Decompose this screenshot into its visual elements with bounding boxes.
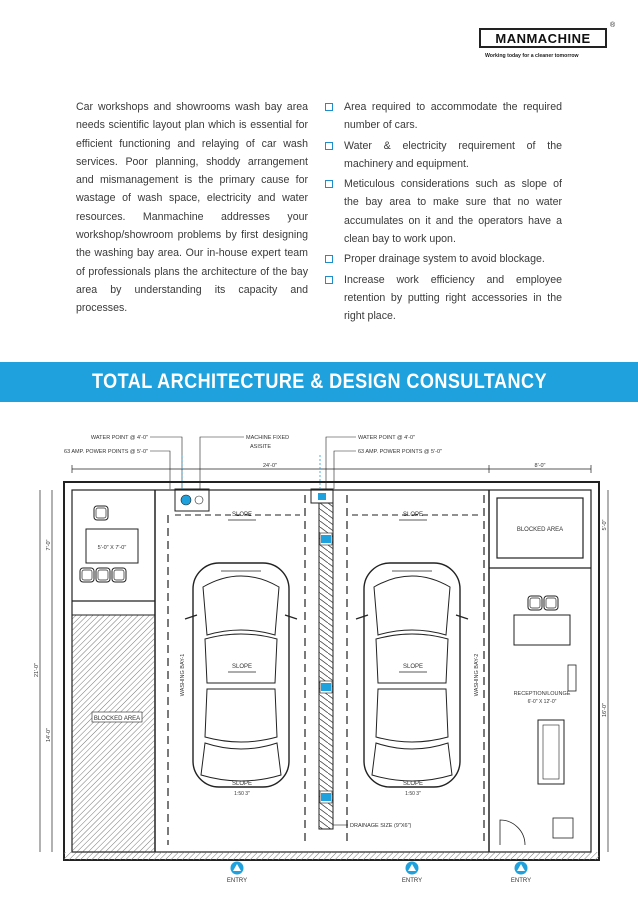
entry-label: ENTRY xyxy=(226,878,248,884)
front-edge-hatch xyxy=(64,852,599,860)
water-point-left-label: WATER POINT @ 4'-0" xyxy=(90,435,148,441)
power-point-icon xyxy=(195,496,203,504)
list-item-text: Meticulous considerations such as slope of the bay area to make sure that no water accumulates on it and the operators have a clean bay to work upon. xyxy=(344,178,562,246)
reception-label: RECEPTION/LOUNGE xyxy=(513,691,571,697)
slope-ratio: 1:50 3" xyxy=(234,791,250,797)
list-item xyxy=(324,98,562,135)
machine-fixed-label-2: ASISITE xyxy=(250,444,272,450)
dimension-7: 7'-0" xyxy=(46,539,52,551)
power-points-left-label: 63 AMP. POWER POINTS @ 5'-0" xyxy=(64,449,148,455)
bullet-square-icon xyxy=(325,142,333,150)
office-chair xyxy=(112,568,126,582)
water-point-right-label: WATER POINT @ 4'-0" xyxy=(358,435,416,441)
drain-pit-marker xyxy=(321,683,331,691)
entry-label: ENTRY xyxy=(510,878,532,884)
list-item-text: Proper drainage system to avoid blockage. xyxy=(344,253,545,266)
drainage-channel xyxy=(319,503,333,829)
slope-ratio: 1:50 3" xyxy=(405,791,421,797)
reception-chair xyxy=(528,596,542,610)
slope-label: SLOPE xyxy=(231,512,253,518)
callout-leader xyxy=(150,451,170,489)
floor-plan xyxy=(0,425,638,895)
lounge-sofa xyxy=(538,720,564,784)
brand-logo xyxy=(477,22,617,64)
slope-label: SLOPE xyxy=(231,664,253,670)
slope-label: SLOPE xyxy=(402,664,424,670)
blocked-area-right-label: BLOCKED AREA xyxy=(516,527,564,533)
office-chair xyxy=(80,568,94,582)
slope-label: SLOPE xyxy=(231,781,253,787)
bullet-square-icon xyxy=(325,103,333,111)
door-swing xyxy=(500,820,525,845)
office-table-size: 5'-0" X 7'-0" xyxy=(97,545,127,551)
entry-arrow-icon xyxy=(231,862,244,875)
list-item xyxy=(324,137,562,174)
logo-tagline: Working today for a cleaner tomorrow xyxy=(485,53,579,59)
reception-chair xyxy=(544,596,558,610)
list-item xyxy=(324,250,562,268)
washing-bay-2-label: WASHING BAY-2 xyxy=(474,653,480,697)
entry-label: ENTRY xyxy=(401,878,423,884)
car-bay-1 xyxy=(185,563,297,787)
entry-arrow-icon xyxy=(515,862,528,875)
reception-size: 6'-0" X 12'-0" xyxy=(527,699,557,705)
dimension-14: 14'-0" xyxy=(46,727,52,743)
drainage-label: DRAINAGE SIZE (9"X6") xyxy=(350,823,412,829)
dimension-16: 16'-0" xyxy=(602,702,608,718)
logo-brand-name: MANMACHINE xyxy=(495,30,591,46)
plant-box xyxy=(553,818,573,838)
car-bay-2 xyxy=(356,563,468,787)
machine-fixed-box xyxy=(175,489,209,511)
bullet-square-icon xyxy=(325,180,333,188)
slope-label: SLOPE xyxy=(402,512,424,518)
list-item xyxy=(324,175,562,248)
dimension-5: 5'-0" xyxy=(602,519,608,531)
bullet-square-icon xyxy=(325,276,333,284)
blocked-area-left xyxy=(72,615,155,852)
list-item-text: Water & electricity requirement of the machinery and equipment. xyxy=(344,139,562,170)
logo-registered-mark: ® xyxy=(610,22,616,29)
intro-paragraph: Car workshops and showrooms wash bay area needs scientific layout plan which is essential for efficient functioning and relaying of car wash services. Poor planning, shoddy arrangement and mismanagement is the primary cause for wastage of wash space, electricity and water resources. Manmachine addresses your workshop/showroom problems by first designing the washing bay area. Our in-house expert team of professionals plans the architecture of the bay area by understanding its capacity and processes. xyxy=(76,101,308,315)
entry-arrow-icon xyxy=(406,862,419,875)
bullet-square-icon xyxy=(325,255,333,263)
logo-box xyxy=(479,28,607,48)
water-point-icon xyxy=(318,493,326,500)
banner-title: TOTAL ARCHITECTURE & DESIGN CONSULTANCY xyxy=(91,370,547,393)
washing-bay-1-label: WASHING BAY-1 xyxy=(180,653,186,697)
drain-pit-marker xyxy=(321,793,331,801)
power-points-right-label: 63 AMP. POWER POINTS @ 5'-0" xyxy=(358,449,442,455)
requirements-list xyxy=(324,98,562,328)
dimension-21: 21'-0" xyxy=(34,662,40,678)
dimension-24: 24'-0" xyxy=(262,463,278,469)
drain-pit-marker xyxy=(321,535,331,543)
list-item-text: Area required to accommodate the required number of cars. xyxy=(344,101,562,132)
office-chair xyxy=(96,568,110,582)
office-chair xyxy=(94,506,108,520)
reception-desk xyxy=(514,615,570,645)
machine-fixed-label: MACHINE FIXED xyxy=(246,435,290,441)
list-item xyxy=(324,271,562,326)
side-table xyxy=(568,665,576,691)
slope-label: SLOPE xyxy=(402,781,424,787)
list-item-text: Increase work efficiency and employee retention by putting right accessories in the right place. xyxy=(344,273,562,323)
machine-icon xyxy=(181,495,191,505)
section-banner xyxy=(0,362,638,402)
dimension-8: 8'-0" xyxy=(534,463,546,469)
blocked-area-left-label: BLOCKED AREA xyxy=(93,716,141,722)
callout-leader xyxy=(334,451,356,489)
